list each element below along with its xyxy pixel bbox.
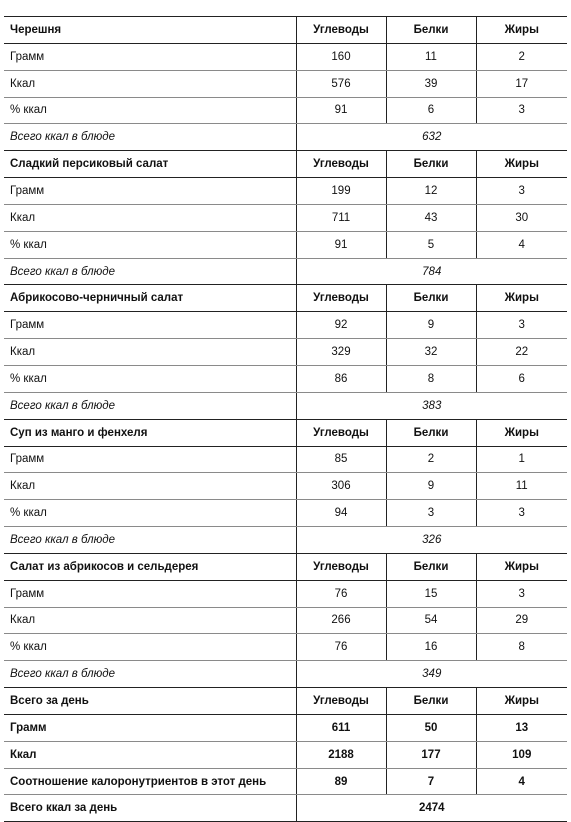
table-row: [4, 768, 567, 795]
fat-value: 3: [476, 178, 567, 205]
carbs-value: 89: [296, 768, 386, 795]
section-header-row: [4, 151, 567, 178]
protein-value: 12: [386, 178, 476, 205]
carbs-value: 266: [296, 607, 386, 634]
protein-value: 6: [386, 97, 476, 124]
protein-value: 2: [386, 446, 476, 473]
table-row: [4, 339, 567, 366]
fat-value: 17: [476, 70, 567, 97]
total-row: [4, 124, 567, 151]
dish-name: Сладкий персиковый салат: [4, 151, 296, 178]
total-label: Всего ккал в блюде: [4, 124, 296, 151]
carbs-value: 199: [296, 178, 386, 205]
header-protein: Белки: [386, 151, 476, 178]
total-row: [4, 661, 567, 688]
table-row: [4, 312, 567, 339]
carbs-value: 85: [296, 446, 386, 473]
header-protein: Белки: [386, 17, 476, 44]
header-protein: Белки: [386, 285, 476, 312]
nutrition-table-body: [4, 17, 567, 822]
table-row: [4, 231, 567, 258]
protein-value: 54: [386, 607, 476, 634]
total-row: [4, 392, 567, 419]
table-row: [4, 741, 567, 768]
header-carbs: Углеводы: [296, 553, 386, 580]
carbs-value: 86: [296, 365, 386, 392]
fat-value: 3: [476, 500, 567, 527]
table-row: [4, 178, 567, 205]
table-row: [4, 43, 567, 70]
row-label: Грамм: [4, 446, 296, 473]
carbs-value: 94: [296, 500, 386, 527]
total-row: [4, 795, 567, 822]
protein-value: 7: [386, 768, 476, 795]
total-value: 326: [296, 527, 567, 554]
protein-value: 15: [386, 580, 476, 607]
fat-value: 29: [476, 607, 567, 634]
protein-value: 11: [386, 43, 476, 70]
carbs-value: 711: [296, 204, 386, 231]
fat-value: 3: [476, 312, 567, 339]
header-fat: Жиры: [476, 688, 567, 715]
header-protein: Белки: [386, 553, 476, 580]
total-label: Всего ккал в блюде: [4, 258, 296, 285]
fat-value: 3: [476, 97, 567, 124]
carbs-value: 76: [296, 580, 386, 607]
fat-value: 6: [476, 365, 567, 392]
total-label: Всего ккал в блюде: [4, 527, 296, 554]
fat-value: 3: [476, 580, 567, 607]
fat-value: 11: [476, 473, 567, 500]
carbs-value: 2188: [296, 741, 386, 768]
row-label: Грамм: [4, 580, 296, 607]
row-label: Грамм: [4, 714, 296, 741]
protein-value: 43: [386, 204, 476, 231]
header-fat: Жиры: [476, 17, 567, 44]
carbs-value: 76: [296, 634, 386, 661]
carbs-value: 91: [296, 231, 386, 258]
row-label: Грамм: [4, 43, 296, 70]
row-label: Ккал: [4, 339, 296, 366]
row-label: Ккал: [4, 70, 296, 97]
protein-value: 50: [386, 714, 476, 741]
fat-value: 30: [476, 204, 567, 231]
table-row: [4, 607, 567, 634]
fat-value: 13: [476, 714, 567, 741]
dish-name: Абрикосово-черничный салат: [4, 285, 296, 312]
carbs-value: 92: [296, 312, 386, 339]
header-carbs: Углеводы: [296, 419, 386, 446]
row-label: Ккал: [4, 607, 296, 634]
header-carbs: Углеводы: [296, 285, 386, 312]
row-label: % ккал: [4, 634, 296, 661]
table-row: [4, 97, 567, 124]
protein-value: 9: [386, 473, 476, 500]
total-value: 2474: [296, 795, 567, 822]
row-label: Грамм: [4, 312, 296, 339]
protein-value: 9: [386, 312, 476, 339]
section-header-row: [4, 419, 567, 446]
protein-value: 8: [386, 365, 476, 392]
fat-value: 4: [476, 768, 567, 795]
protein-value: 3: [386, 500, 476, 527]
fat-value: 2: [476, 43, 567, 70]
table-row: [4, 70, 567, 97]
row-label: % ккал: [4, 365, 296, 392]
header-protein: Белки: [386, 688, 476, 715]
header-fat: Жиры: [476, 151, 567, 178]
row-label: Соотношение калоронутриентов в этот день: [4, 768, 296, 795]
carbs-value: 306: [296, 473, 386, 500]
protein-value: 39: [386, 70, 476, 97]
dish-name: Всего за день: [4, 688, 296, 715]
total-row: [4, 258, 567, 285]
fat-value: 22: [476, 339, 567, 366]
fat-value: 8: [476, 634, 567, 661]
total-label: Всего ккал за день: [4, 795, 296, 822]
total-label: Всего ккал в блюде: [4, 392, 296, 419]
row-label: Грамм: [4, 178, 296, 205]
row-label: % ккал: [4, 500, 296, 527]
header-carbs: Углеводы: [296, 151, 386, 178]
table-row: [4, 204, 567, 231]
table-row: [4, 500, 567, 527]
protein-value: 32: [386, 339, 476, 366]
table-row: [4, 446, 567, 473]
carbs-value: 611: [296, 714, 386, 741]
header-carbs: Углеводы: [296, 688, 386, 715]
table-row: [4, 473, 567, 500]
row-label: Ккал: [4, 473, 296, 500]
header-protein: Белки: [386, 419, 476, 446]
carbs-value: 329: [296, 339, 386, 366]
dish-name: Салат из абрикосов и сельдерея: [4, 553, 296, 580]
total-label: Всего ккал в блюде: [4, 661, 296, 688]
fat-value: 1: [476, 446, 567, 473]
header-fat: Жиры: [476, 553, 567, 580]
total-value: 784: [296, 258, 567, 285]
total-value: 383: [296, 392, 567, 419]
table-row: [4, 714, 567, 741]
row-label: Ккал: [4, 204, 296, 231]
protein-value: 177: [386, 741, 476, 768]
table-row: [4, 365, 567, 392]
header-carbs: Углеводы: [296, 17, 386, 44]
fat-value: 109: [476, 741, 567, 768]
total-row: [4, 527, 567, 554]
protein-value: 16: [386, 634, 476, 661]
total-value: 349: [296, 661, 567, 688]
section-header-row: [4, 17, 567, 44]
dish-name: Суп из манго и фенхеля: [4, 419, 296, 446]
section-header-row: [4, 285, 567, 312]
dish-name: Черешня: [4, 17, 296, 44]
header-fat: Жиры: [476, 419, 567, 446]
section-header-row: [4, 688, 567, 715]
table-row: [4, 580, 567, 607]
protein-value: 5: [386, 231, 476, 258]
header-fat: Жиры: [476, 285, 567, 312]
carbs-value: 91: [296, 97, 386, 124]
carbs-value: 160: [296, 43, 386, 70]
nutrition-table: [4, 16, 567, 822]
carbs-value: 576: [296, 70, 386, 97]
table-row: [4, 634, 567, 661]
section-header-row: [4, 553, 567, 580]
total-value: 632: [296, 124, 567, 151]
fat-value: 4: [476, 231, 567, 258]
row-label: Ккал: [4, 741, 296, 768]
row-label: % ккал: [4, 231, 296, 258]
row-label: % ккал: [4, 97, 296, 124]
